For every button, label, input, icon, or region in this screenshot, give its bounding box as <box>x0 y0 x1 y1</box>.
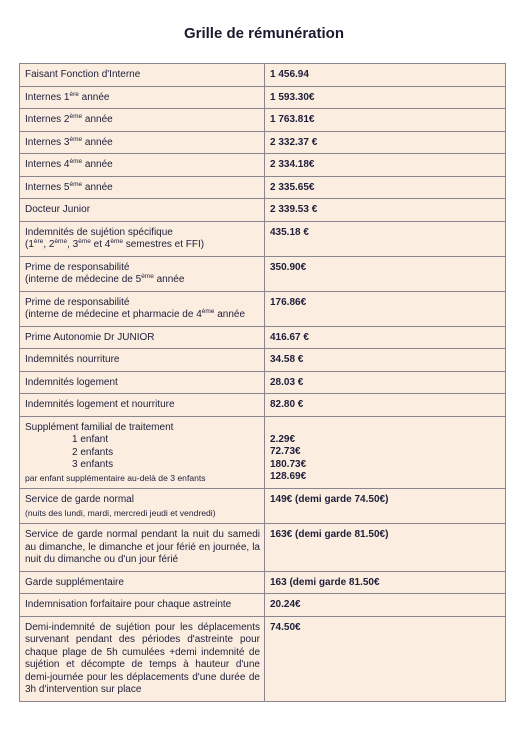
row-label: Service de garde normal (nuits des lundi, mardi, mercredi jeudi et vendredi) <box>20 489 265 524</box>
row-value: 28.03 € <box>265 371 506 394</box>
table-row <box>20 256 506 291</box>
row-value: 163 (demi garde 81.50€ <box>265 571 506 594</box>
table-row <box>20 524 506 572</box>
row-label: Indemnités logement et nourriture <box>20 394 265 417</box>
familial-item-value: 2.29€ <box>270 433 296 445</box>
table-row <box>20 131 506 154</box>
row-value: 2 339.53 € <box>265 199 506 222</box>
row-label: Internes 5ème année <box>20 176 265 199</box>
familial-item-value: 72.73€ <box>270 446 301 457</box>
row-label: Demi-indemnité de sujétion pour les déplacements survenant pendant des périodes d'astreinte pour chaque plage de 5h cumulées +demi indemnité de sujétion et décompte de temps à hauteur d'une demi-journée pour les déplacements d'une durée de 3h d'intervention sur place <box>20 616 265 701</box>
row-value: 149€ (demi garde 74.50€) <box>265 489 506 524</box>
row-label: Indemnisation forfaitaire pour chaque astreinte <box>20 594 265 617</box>
row-label: Internes 1ère année <box>20 86 265 109</box>
table-row <box>20 221 506 256</box>
table-row <box>20 394 506 417</box>
table-row <box>20 64 506 87</box>
row-value: 2 335.65€ <box>265 176 506 199</box>
row-label: Docteur Junior <box>20 199 265 222</box>
table-row <box>20 371 506 394</box>
row-label: Prime de responsabilité (interne de médecine et pharmacie de 4ème année <box>20 291 265 326</box>
row-value: 1 763.81€ <box>265 109 506 132</box>
row-label: Faisant Fonction d'Interne <box>20 64 265 87</box>
row-value: 163€ (demi garde 81.50€) <box>265 524 506 572</box>
row-label: Internes 2ème année <box>20 109 265 132</box>
row-value: 176.86€ <box>265 291 506 326</box>
row-value: 34.58 € <box>265 349 506 372</box>
row-label: Garde supplémentaire <box>20 571 265 594</box>
familial-item-label: 3 enfants <box>72 459 114 470</box>
table-row <box>20 176 506 199</box>
row-label: Service de garde normal pendant la nuit du samedi au dimanche, le dimanche et jour férié en journée, la nuit du dimanche ou d'un jour férié <box>20 524 265 572</box>
row-value <box>265 416 506 489</box>
row-value: 82.80 € <box>265 394 506 417</box>
row-label: Internes 3ème année <box>20 131 265 154</box>
row-value: 74.50€ <box>265 616 506 701</box>
remuneration-table <box>19 63 506 702</box>
familial-extra-value: 128.69€ <box>270 471 307 482</box>
table-row <box>20 489 506 524</box>
familial-item-label: 1 enfant <box>72 434 109 445</box>
table-row <box>20 594 506 617</box>
table-row <box>20 199 506 222</box>
row-value: 20.24€ <box>265 594 506 617</box>
row-label: Prime Autonomie Dr JUNIOR <box>20 326 265 349</box>
row-value: 2 332.37 € <box>265 131 506 154</box>
row-value: 416.67 € <box>265 326 506 349</box>
row-label: Supplément familial de traitement 1 enfant 2 enfants 3 enfants par enfant supplémentaire au-delà de 3 enfants <box>20 416 265 489</box>
row-value: 1 456.94 <box>265 64 506 87</box>
row-value: 350.90€ <box>265 256 506 291</box>
table-row <box>20 109 506 132</box>
row-label: Indemnités nourriture <box>20 349 265 372</box>
table-row <box>20 571 506 594</box>
table-row <box>20 349 506 372</box>
table-row <box>20 154 506 177</box>
row-value: 435.18 € <box>265 221 506 256</box>
table-row <box>20 326 506 349</box>
table-row <box>20 616 506 701</box>
row-label: Prime de responsabilité (interne de médecine de 5ème année <box>20 256 265 291</box>
row-value: 2 334.18€ <box>265 154 506 177</box>
row-label: Indemnités de sujétion spécifique (1ère, 2ème, 3ème et 4ème semestres et FFI) <box>20 221 265 256</box>
familial-extra-label: par enfant supplémentaire au-delà de 3 enfants <box>25 472 206 483</box>
garde-note: (nuits des lundi, mardi, mercredi jeudi et vendredi) <box>25 507 216 518</box>
row-value: 1 593.30€ <box>265 86 506 109</box>
familial-item-label: 2 enfants <box>72 446 114 458</box>
row-label: Indemnités logement <box>20 371 265 394</box>
familial-item-value: 180.73€ <box>270 458 307 470</box>
table-row <box>20 291 506 326</box>
table-row <box>20 416 506 489</box>
page-title: Grille de rémunération <box>183 25 345 42</box>
row-label: Internes 4ème année <box>20 154 265 177</box>
table-row <box>20 86 506 109</box>
